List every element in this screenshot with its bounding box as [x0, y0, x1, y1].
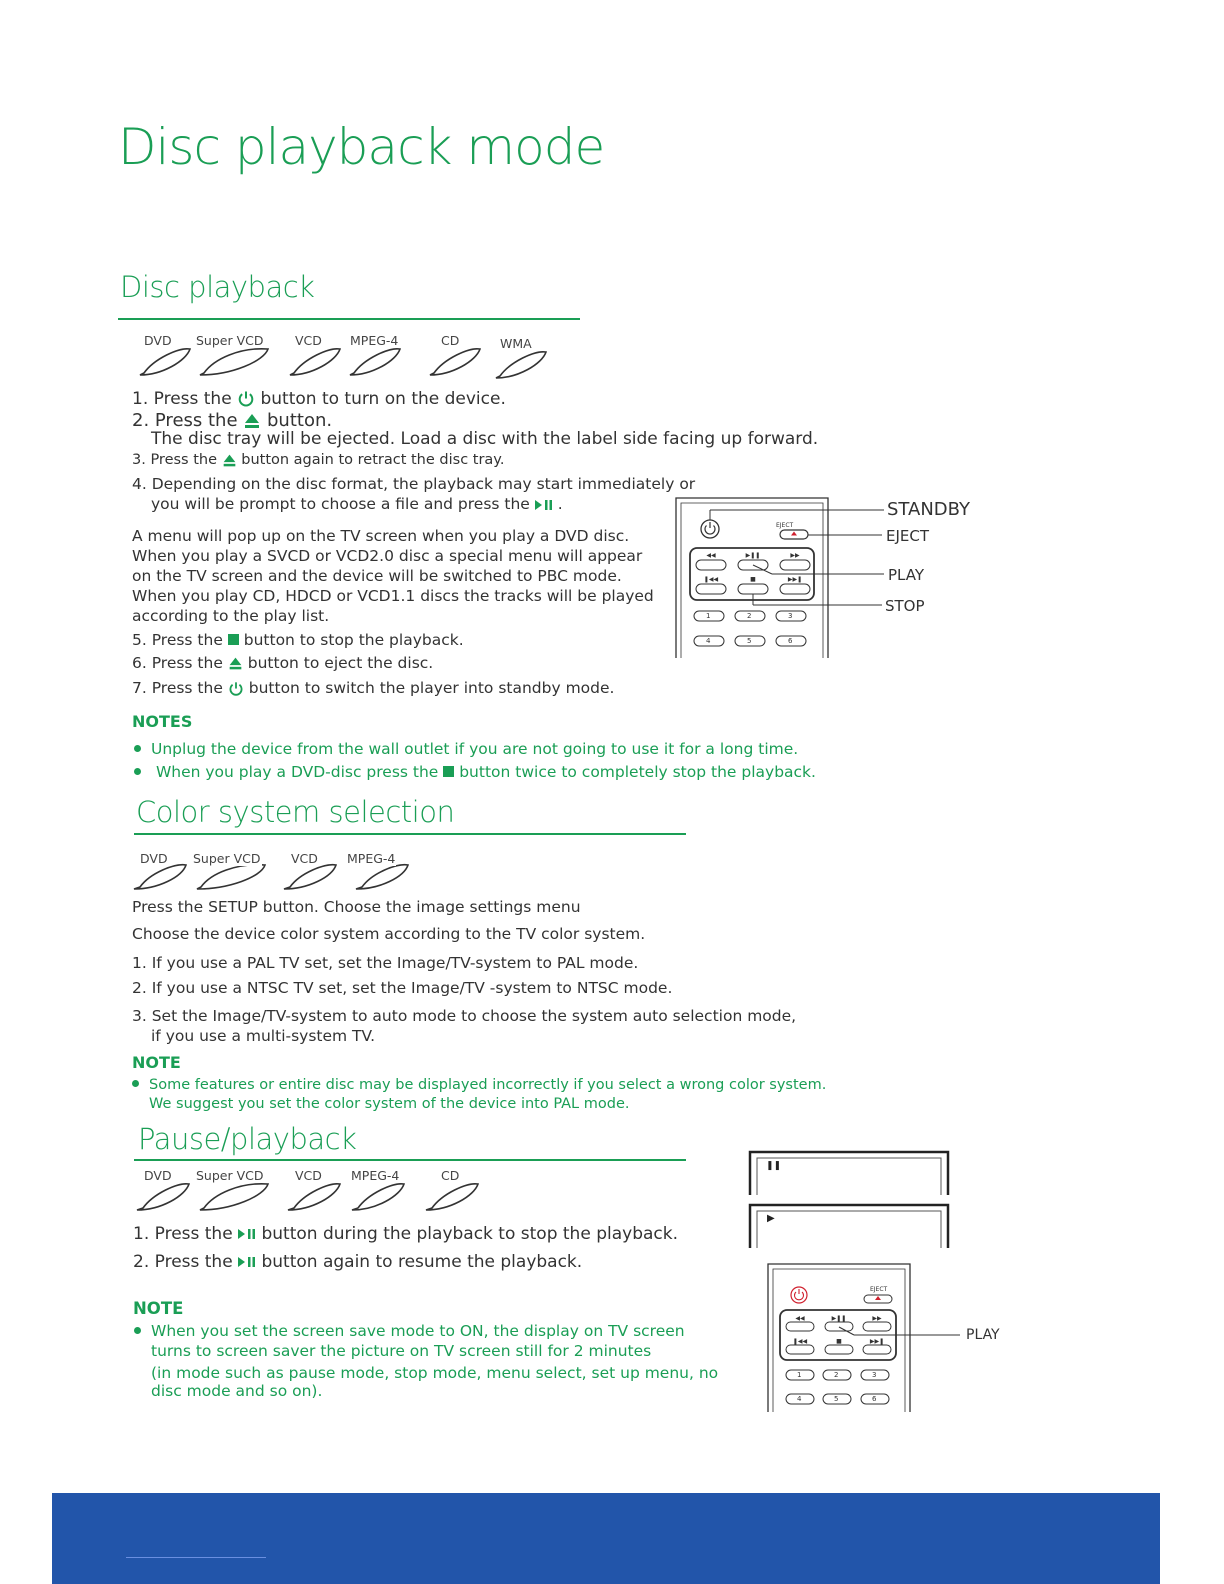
- remote-eject-key-label: EJECT: [870, 1286, 888, 1293]
- play-pause-icon: [535, 499, 553, 511]
- dvd-disc-icon: DVD: [134, 333, 196, 381]
- footer-link-underline: [126, 1557, 266, 1558]
- svg-text:▶▶❚: ▶▶❚: [869, 1338, 885, 1345]
- section-rule: [118, 318, 580, 320]
- eject-icon: [222, 453, 237, 468]
- wma-disc-icon: WMA: [490, 336, 552, 384]
- remote-eject-key-label: EJECT: [776, 522, 794, 529]
- color-note: Some features or entire disc may be displayed incorrectly if you select a wrong color system.: [132, 1075, 826, 1095]
- svg-text:▶▶: ▶▶: [790, 552, 800, 559]
- power-icon: [228, 681, 244, 697]
- callout-standby: STANDBY: [887, 499, 971, 520]
- play-pause-icon: [238, 1256, 256, 1268]
- stop-icon: [443, 766, 454, 777]
- vcd-disc-icon: VCD: [284, 333, 346, 381]
- svg-text:❚◀◀: ❚◀◀: [792, 1338, 808, 1345]
- tv-screen-playing: [748, 1203, 950, 1248]
- dvd-menu-paragraph: A menu will pop up on the TV screen when you play a DVD disc. When you play a SVCD or VCD2.0 disc a special menu will appear on the TV screen and the device will be switched to PBC mode. When you play CD, HDCD or VCD1.1 discs the tracks will be played according to the play list.: [132, 527, 654, 625]
- section-heading-pause-playback: Pause/playback: [138, 1122, 357, 1156]
- color-item-3: 3. Set the Image/TV-system to auto mode to choose the system auto selection mode,: [132, 1007, 797, 1025]
- svg-text:▶❚❚: ▶❚❚: [831, 1315, 847, 1322]
- super-vcd-disc-icon: Super VCD: [192, 1168, 254, 1216]
- svg-text:▶❚❚: ▶❚❚: [745, 552, 761, 559]
- svg-text:❚◀◀: ❚◀◀: [703, 576, 719, 583]
- dvd-disc-icon: DVD: [133, 1168, 195, 1216]
- section-rule: [134, 1159, 686, 1161]
- note-1: Unplug the device from the wall outlet if you are not going to use it for a long time.: [134, 739, 798, 759]
- note-2: When you play a DVD-disc press the button twice to completely stop the playback.: [134, 762, 816, 782]
- step-1: 1. Press the button to turn on the device.: [132, 389, 506, 409]
- vcd-disc-icon: VCD: [284, 1168, 346, 1216]
- mpeg4-disc-icon: MPEG-4: [344, 333, 406, 381]
- vcd-disc-icon: VCD: [280, 851, 342, 899]
- eject-icon: [243, 412, 261, 430]
- super-vcd-disc-icon: Super VCD: [189, 851, 251, 899]
- color-note-heading: NOTE: [132, 1053, 181, 1072]
- color-line-1: Press the SETUP button. Choose the image settings menu: [132, 898, 581, 916]
- pause-note-line2: turns to screen saver the picture on TV screen still for 2 minutes: [151, 1342, 652, 1360]
- step-2-detail: The disc tray will be ejected. Load a disc with the label side facing up forward.: [151, 429, 819, 449]
- section-rule: [134, 833, 686, 835]
- pause-note-heading: NOTE: [133, 1299, 184, 1318]
- play-icon: ▶: [767, 1213, 775, 1224]
- eject-icon: [228, 656, 243, 671]
- super-vcd-disc-icon: Super VCD: [192, 333, 254, 381]
- pause-step-1: 1. Press the button during the playback to stop the playback.: [133, 1224, 678, 1244]
- cd-disc-icon: CD: [422, 1168, 484, 1216]
- pause-note-line3: (in mode such as pause mode, stop mode, menu select, set up menu, no: [151, 1364, 719, 1382]
- pause-step-2: 2. Press the button again to resume the playback.: [133, 1252, 583, 1272]
- color-item-1: 1. If you use a PAL TV set, set the Image/TV-system to PAL mode.: [132, 954, 639, 972]
- color-line-2: Choose the device color system according to the TV color system.: [132, 925, 646, 943]
- remote-diagram-1: ◀◀ ▶❚❚ ▶▶ ❚◀◀ ■ ▶▶❚ EJECT 1 2 3 4 5 6: [672, 494, 1012, 658]
- step-5: 5. Press the button to stop the playback.: [132, 631, 464, 649]
- color-note-line2: We suggest you set the color system of the device into PAL mode.: [149, 1096, 630, 1112]
- section-heading-disc-playback: Disc playback: [120, 270, 315, 304]
- section-heading-color-system: Color system selection: [136, 795, 455, 829]
- step-7: 7. Press the button to switch the player into standby mode.: [132, 679, 615, 697]
- callout-stop: STOP: [885, 597, 925, 615]
- step-3: 3. Press the button again to retract the disc tray.: [132, 452, 505, 468]
- footer-band: [52, 1493, 1160, 1584]
- svg-text:■: ■: [836, 1338, 842, 1345]
- pause-note-line1: When you set the screen save mode to ON, the display on TV screen: [134, 1321, 685, 1341]
- power-icon: [237, 390, 255, 408]
- svg-text:▶▶: ▶▶: [872, 1315, 882, 1322]
- callout-eject: EJECT: [886, 527, 930, 545]
- step-4-line2: you will be prompt to choose a file and press the .: [151, 495, 563, 513]
- play-pause-icon: [238, 1228, 256, 1240]
- svg-text:◀◀: ◀◀: [706, 552, 716, 559]
- color-item-3-line2: if you use a multi-system TV.: [151, 1027, 376, 1045]
- tv-screen-paused: [748, 1150, 950, 1195]
- color-item-2: 2. If you use a NTSC TV set, set the Image/TV -system to NTSC mode.: [132, 979, 673, 997]
- step-6: 6. Press the button to eject the disc.: [132, 654, 434, 672]
- page-title: Disc playback mode: [118, 118, 605, 176]
- stop-icon: [228, 634, 239, 645]
- step-4-line1: 4. Depending on the disc format, the playback may start immediately or: [132, 475, 696, 493]
- pause-icon: ❚❚: [766, 1161, 782, 1171]
- remote-diagram-2: ◀◀ ▶❚❚ ▶▶ ❚◀◀ ■ ▶▶❚ EJECT 1 2 3 4 5 6: [764, 1262, 1004, 1412]
- notes-heading: NOTES: [132, 712, 193, 731]
- callout-play: PLAY: [888, 566, 925, 584]
- pause-note-line4: disc mode and so on).: [151, 1382, 323, 1400]
- svg-text:■: ■: [750, 576, 756, 583]
- mpeg4-disc-icon: MPEG-4: [348, 1168, 410, 1216]
- cd-disc-icon: CD: [424, 333, 486, 381]
- svg-text:◀◀: ◀◀: [795, 1315, 805, 1322]
- dvd-disc-icon: DVD: [130, 851, 192, 899]
- callout-play-2: PLAY: [966, 1327, 1000, 1343]
- mpeg4-disc-icon: MPEG-4: [352, 851, 414, 899]
- step-2: 2. Press the button.: [132, 410, 333, 431]
- svg-text:▶▶❚: ▶▶❚: [787, 576, 803, 583]
